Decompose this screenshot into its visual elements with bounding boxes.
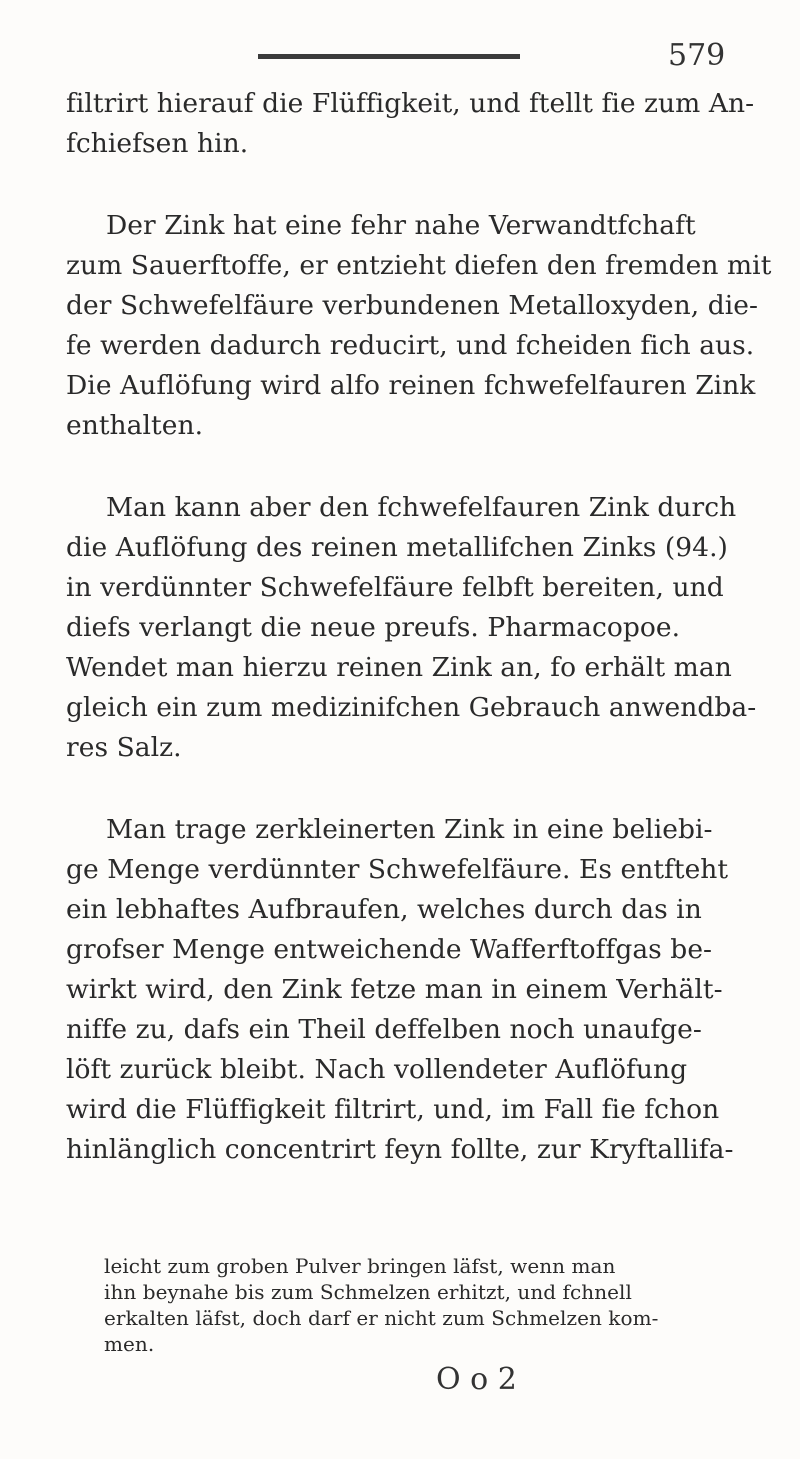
signature-mark: O o 2 — [436, 1362, 517, 1397]
text-line: res Salz. — [66, 732, 182, 763]
text-line: niffe zu, dafs ein Theil deffelben noch unaufge- — [66, 1014, 702, 1045]
footnote-line: leicht zum groben Pulver bringen läfst, wenn man — [104, 1254, 616, 1278]
text-line: ge Menge verdünnter Schwefelfäure. Es entfteht — [66, 854, 729, 885]
text-line: zum Sauerftoffe, er entzieht diefen den fremden mit — [66, 250, 772, 281]
footnote — [104, 1253, 724, 1357]
text-line: fe werden dadurch reducirt, und fcheiden fich aus. — [66, 330, 755, 361]
text-line: fchiefsen hin. — [66, 128, 249, 159]
footnote-line: ihn beynahe bis zum Schmelzen erhitzt, und fchnell — [104, 1280, 632, 1304]
footnote-line: men. — [104, 1332, 155, 1356]
text-line: Die Auflöfung wird alfo reinen fchwefelfauren Zink — [66, 370, 756, 401]
text-line: gleich ein zum medizinifchen Gebrauch anwendba- — [66, 692, 757, 723]
text-line: grofser Menge entweichende Wafferftoffgas be- — [66, 934, 713, 965]
page-number: 579 — [668, 38, 726, 73]
text-line: enthalten. — [66, 410, 204, 441]
text-line: hinlänglich concentrirt feyn follte, zur Kryftallifa- — [66, 1134, 734, 1165]
text-line: löft zurück bleibt. Nach vollendeter Auflöfung — [66, 1054, 688, 1085]
text-line: filtrirt hierauf die Flüffigkeit, und ftellt fie zum An- — [66, 88, 755, 119]
text-line: der Schwefelfäure verbundenen Metalloxyden, die- — [66, 290, 759, 321]
text-line: Man trage zerkleinerten Zink in eine beliebi- — [106, 814, 713, 845]
footnote-line: erkalten läfst, doch darf er nicht zum Schmelzen kom- — [104, 1306, 659, 1330]
text-line: diefs verlangt die neue preufs. Pharmacopoe. — [66, 612, 681, 643]
text-line: wird die Flüffigkeit filtrirt, und, im Fall fie fchon — [66, 1094, 720, 1125]
text-line: in verdünnter Schwefelfäure felbft bereiten, und — [66, 572, 724, 603]
text-line: die Auflöfung des reinen metallifchen Zinks (94.) — [66, 532, 728, 563]
header-rule — [258, 54, 520, 59]
text-line: wirkt wird, den Zink fetze man in einem Verhält- — [66, 974, 723, 1005]
body-text — [66, 84, 772, 1170]
text-line: ein lebhaftes Aufbraufen, welches durch das in — [66, 894, 702, 925]
text-line: Man kann aber den fchwefelfauren Zink durch — [106, 492, 737, 523]
text-line: Der Zink hat eine fehr nahe Verwandtfchaft — [106, 210, 696, 241]
text-line: Wendet man hierzu reinen Zink an, fo erhält man — [66, 652, 732, 683]
